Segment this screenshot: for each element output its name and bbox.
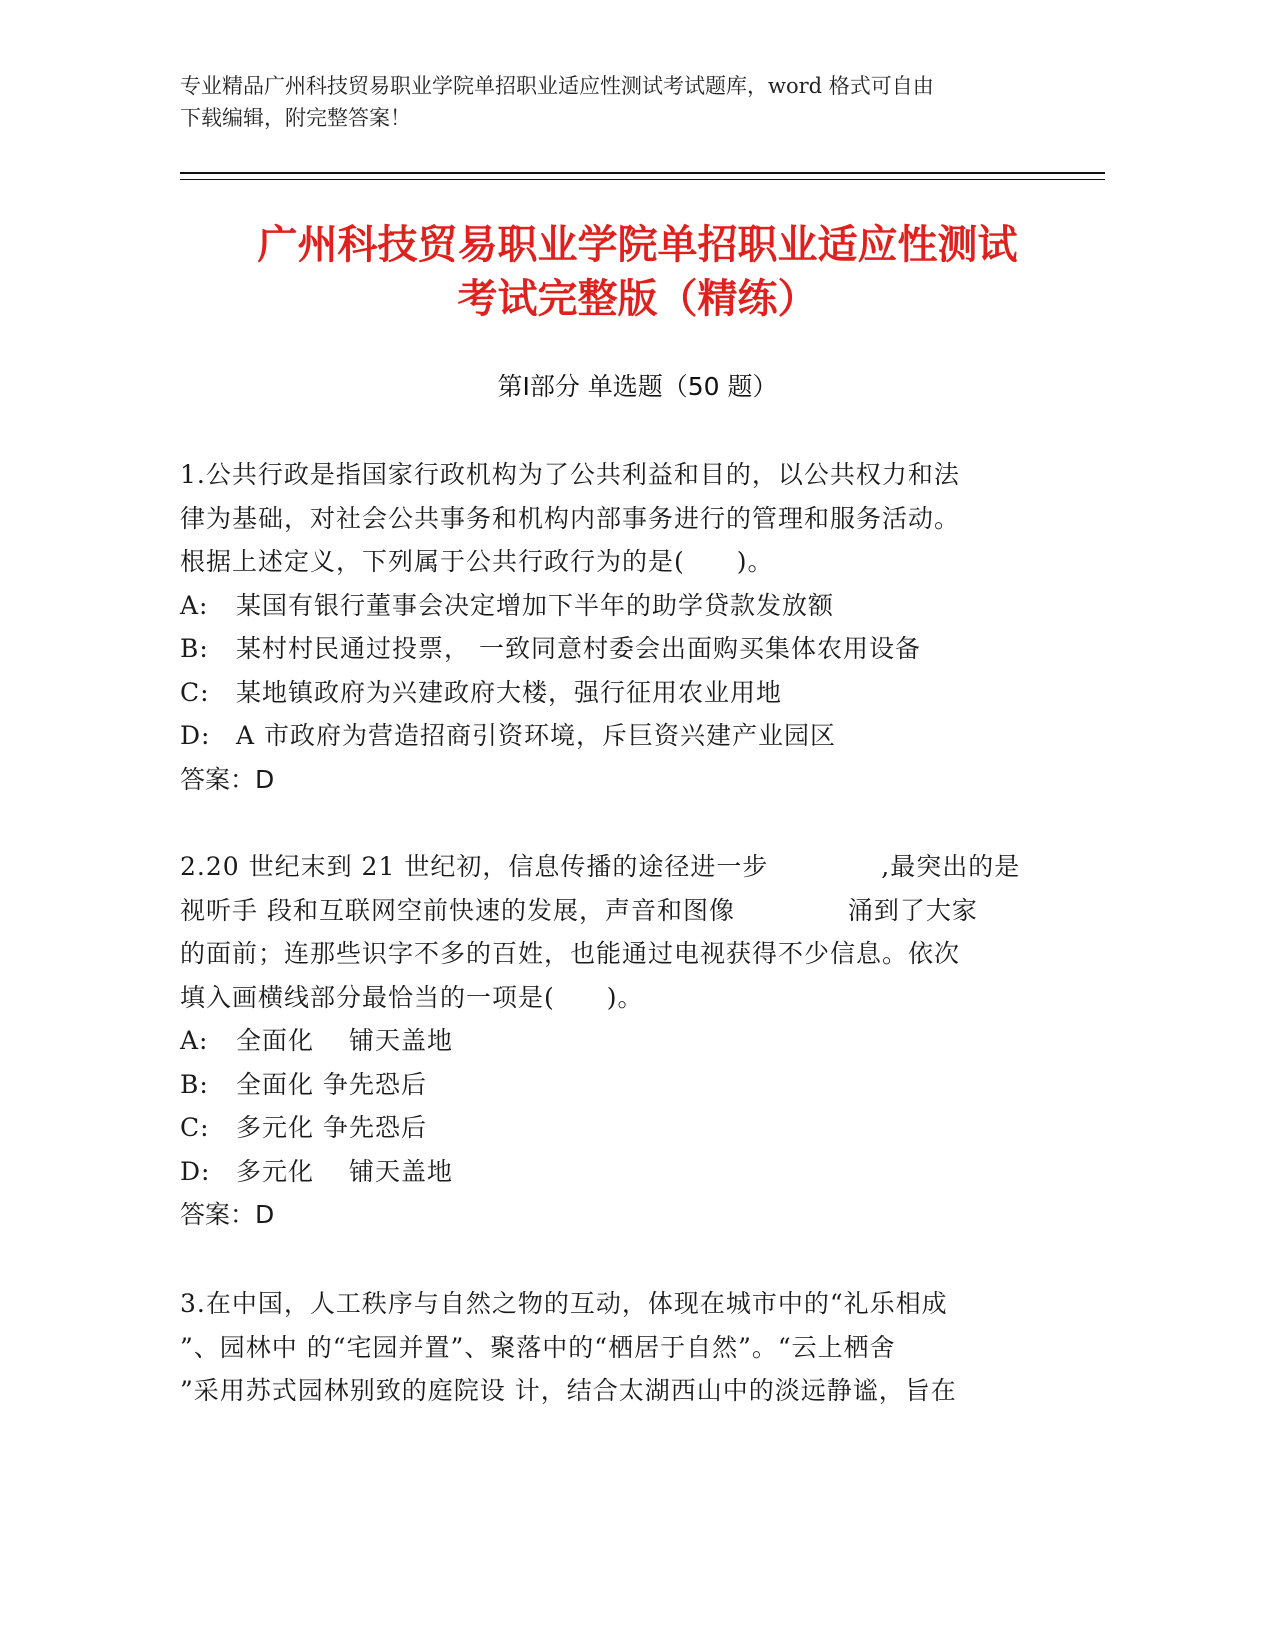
question-stem xyxy=(180,453,1060,584)
option-key: D: xyxy=(180,721,211,750)
stem-line: 的面前；连那些识字不多的百姓，也能通过电视获得不少信息。依次 xyxy=(180,939,961,968)
option-a xyxy=(180,584,1060,628)
option-key: A: xyxy=(180,590,209,620)
option-d xyxy=(180,714,1060,758)
option-a xyxy=(180,1019,1060,1063)
option-text: 某村村民通过投票， 一致同意村委会出面购买集体农用设备 xyxy=(236,634,921,663)
question-stem xyxy=(180,845,1060,1019)
document-title-line-1: 广州科技贸易职业学院单招职业适应性测试 xyxy=(257,222,1018,268)
option-text: 多元化 争先恐后 xyxy=(236,1113,427,1142)
stem-line: 填入画横线部分最恰当的一项是( )。 xyxy=(180,982,644,1012)
option-c xyxy=(180,671,1060,715)
option-text: 全面化 争先恐后 xyxy=(236,1069,427,1099)
option-c xyxy=(180,1106,1060,1150)
question-1 xyxy=(180,453,1060,801)
question-2 xyxy=(180,845,1060,1237)
option-d xyxy=(180,1150,1060,1194)
option-text: 全面化 铺天盖地 xyxy=(236,1026,453,1055)
option-text: 多元化 铺天盖地 xyxy=(236,1156,453,1186)
option-key: D: xyxy=(180,1156,211,1186)
option-text: 某地镇政府为兴建政府大楼，强行征用农业用地 xyxy=(236,677,783,707)
stem-line: 根据上述定义，下列属于公共行政行为的是( )。 xyxy=(180,547,774,576)
stem-line: 2.20 世纪末到 21 世纪初，信息传播的途径进一步 ,最突出的是 xyxy=(180,852,1021,881)
stem-line: 1.公共行政是指国家行政机构为了公共利益和目的，以公共权力和法 xyxy=(180,460,960,489)
document-title xyxy=(140,218,1135,326)
document-title-line-2: 考试完整版（精练） xyxy=(457,276,818,322)
header-note xyxy=(180,70,1060,134)
answer: 答案：D xyxy=(180,1200,275,1229)
option-key: A: xyxy=(180,1026,209,1055)
stem-line: ”、园林中 的“宅园并置”、聚落中的“栖居于自然”。“云上栖舍 xyxy=(180,1332,896,1362)
stem-line: 律为基础，对社会公共事务和机构内部事务进行的管理和服务活动。 xyxy=(180,503,961,533)
header-divider-thin xyxy=(180,179,1105,180)
stem-line: 视听手 段和互联网空前快速的发展，声音和图像 涌到了大家 xyxy=(180,895,978,925)
question-stem xyxy=(180,1282,1060,1413)
option-b xyxy=(180,1063,1060,1107)
option-key: C: xyxy=(180,677,210,707)
header-note-line-2: 下载编辑，附完整答案！ xyxy=(180,106,411,130)
header-note-line-1: 专业精品广州科技贸易职业学院单招职业适应性测试考试题库，word 格式可自由 xyxy=(180,74,934,98)
option-b xyxy=(180,627,1060,671)
section-title: 第Ⅰ部分 单选题（50 题） xyxy=(497,372,778,401)
option-key: B: xyxy=(180,634,209,663)
answer: 答案：D xyxy=(180,764,275,794)
option-key: B: xyxy=(180,1069,209,1099)
stem-line: ”采用苏式园林别致的庭院设 计，结合太湖西山中的淡远静谧，旨在 xyxy=(180,1376,957,1405)
option-key: C: xyxy=(180,1113,210,1142)
question-3 xyxy=(180,1282,1060,1413)
option-text: 某国有银行董事会决定增加下半年的助学贷款发放额 xyxy=(236,590,835,620)
option-text: A 市政府为营造招商引资环境，斥巨资兴建产业园区 xyxy=(236,721,837,750)
stem-line: 3.在中国，人工秩序与自然之物的互动，体现在城市中的“礼乐相成 xyxy=(180,1289,948,1318)
header-divider-thick xyxy=(180,172,1105,174)
